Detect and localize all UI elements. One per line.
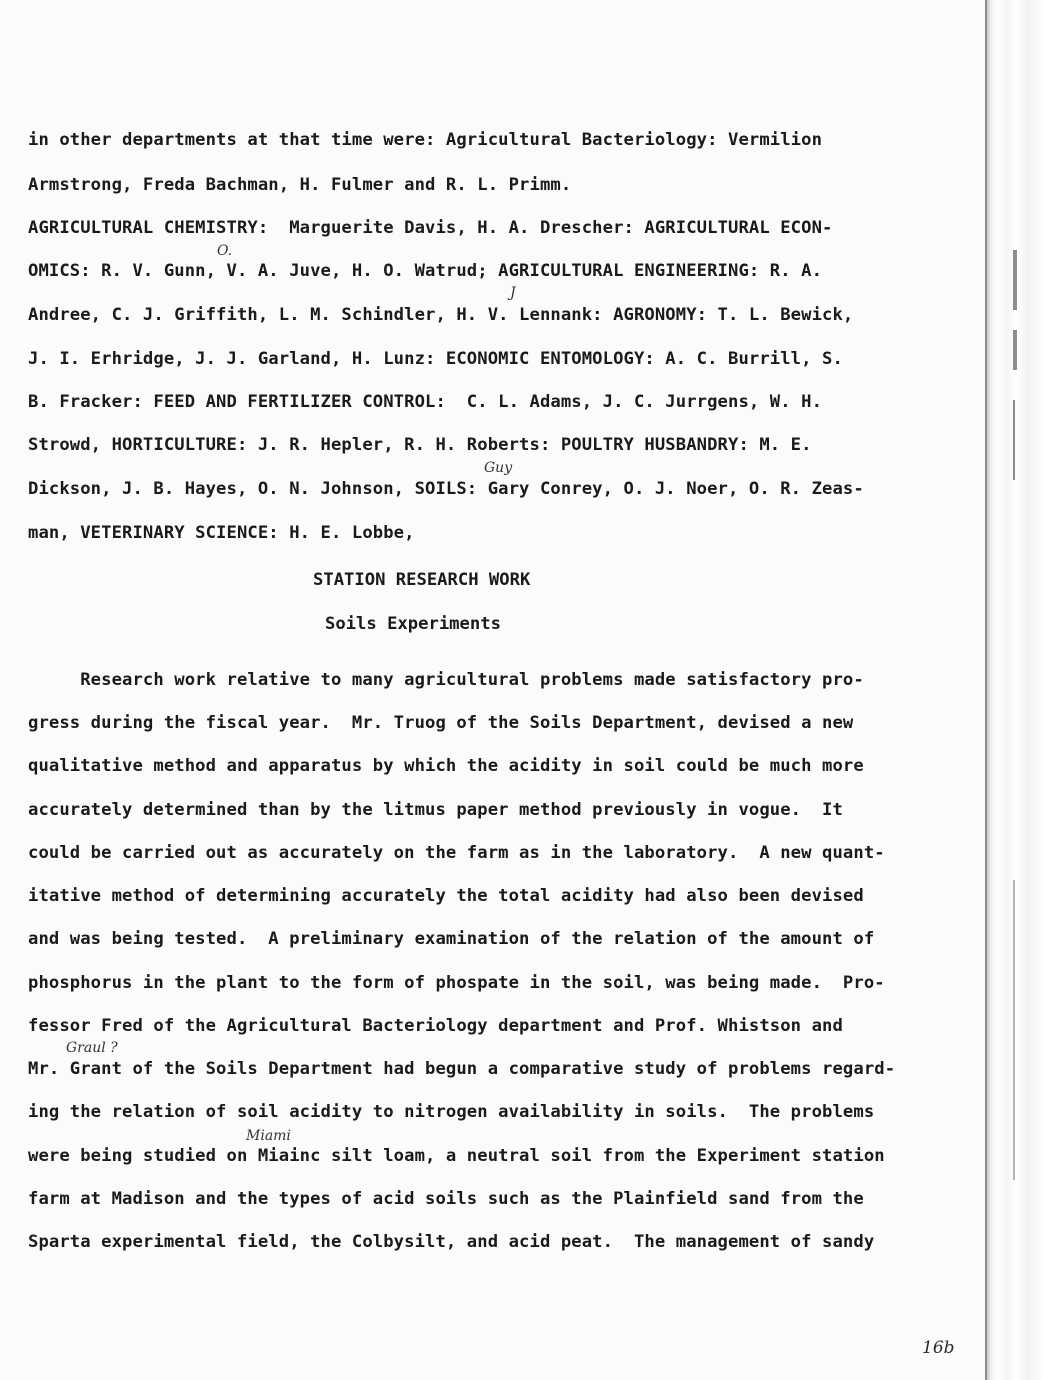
body-line-5: could be carried out as accurately on the farm as in the laboratory. A new quant- xyxy=(28,843,885,863)
edge-mark xyxy=(1013,400,1015,480)
text-line-8: Strowd, HORTICULTURE: J. R. Hepler, R. H. Roberts: POULTRY HUSBANDRY: M. E. xyxy=(28,435,812,455)
body-line-6: itative method of determining accurately the total acidity had also been devised xyxy=(28,886,864,906)
text-line-1: in other departments at that time were: Agricultural Bacteriology: Vermilion xyxy=(28,130,823,150)
body-line-8: phosphorus in the plant to the form of phospate in the soil, was being made. Pro- xyxy=(28,973,885,993)
text-line-3: AGRICULTURAL CHEMISTRY: Marguerite Davis, H. A. Drescher: AGRICULTURAL ECON- xyxy=(28,218,833,238)
text-line-7: B. Fracker: FEED AND FERTILIZER CONTROL: C. L. Adams, J. C. Jurrgens, W. H. xyxy=(28,392,823,412)
section-heading: STATION RESEARCH WORK xyxy=(313,570,531,590)
body-line-12: were being studied on Miainc silt loam, a neutral soil from the Experiment station xyxy=(28,1146,885,1166)
body-line-14: Sparta experimental field, the Colbysilt, and acid peat. The management of sandy xyxy=(28,1232,875,1252)
body-line-1: Research work relative to many agricultural problems made satisfactory pro- xyxy=(28,670,864,690)
annotation-lennank: J xyxy=(510,285,516,301)
body-line-3: qualitative method and apparatus by which the acidity in soil could be much more xyxy=(28,756,864,776)
text-line-4: OMICS: R. V. Gunn, V. A. Juve, H. O. Watrud; AGRICULTURAL ENGINEERING: R. A. xyxy=(28,261,823,281)
edge-mark xyxy=(1013,880,1015,1180)
text-line-9: Dickson, J. B. Hayes, O. N. Johnson, SOILS: Gary Conrey, O. J. Noer, O. R. Zeas- xyxy=(28,479,864,499)
text-line-6: J. I. Erhridge, J. J. Garland, H. Lunz: ECONOMIC ENTOMOLOGY: A. C. Burrill, S. xyxy=(28,349,843,369)
edge-mark xyxy=(1013,250,1017,310)
body-line-4: accurately determined than by the litmus paper method previously in vogue. It xyxy=(28,800,843,820)
annotation-miainc: Miami xyxy=(246,1128,291,1144)
body-line-7: and was being tested. A preliminary examination of the relation of the amount of xyxy=(28,929,875,949)
body-line-10: Mr. Grant of the Soils Department had begun a comparative study of problems regard- xyxy=(28,1059,896,1079)
section-subheading: Soils Experiments xyxy=(325,614,501,634)
text-line-10: man, VETERINARY SCIENCE: H. E. Lobbe, xyxy=(28,523,415,543)
edge-mark xyxy=(1013,330,1017,370)
annotation-gary: Guy xyxy=(484,460,513,476)
body-line-11: ing the relation of soil acidity to nitrogen availability in soils. The problems xyxy=(28,1102,875,1122)
page-number: 16b xyxy=(922,1338,955,1358)
book-page-edge xyxy=(985,0,1042,1380)
annotation-juve: O. xyxy=(217,243,233,259)
text-line-2: Armstrong, Freda Bachman, H. Fulmer and R. L. Primm. xyxy=(28,175,572,195)
text-line-5: Andree, C. J. Griffith, L. M. Schindler, H. V. Lennank: AGRONOMY: T. L. Bewick, xyxy=(28,305,854,325)
body-line-13: farm at Madison and the types of acid soils such as the Plainfield sand from the xyxy=(28,1189,864,1209)
annotation-grant: Graul ? xyxy=(66,1040,118,1056)
body-line-9: fessor Fred of the Agricultural Bacteriology department and Prof. Whistson and xyxy=(28,1016,843,1036)
body-line-2: gress during the fiscal year. Mr. Truog of the Soils Department, devised a new xyxy=(28,713,854,733)
